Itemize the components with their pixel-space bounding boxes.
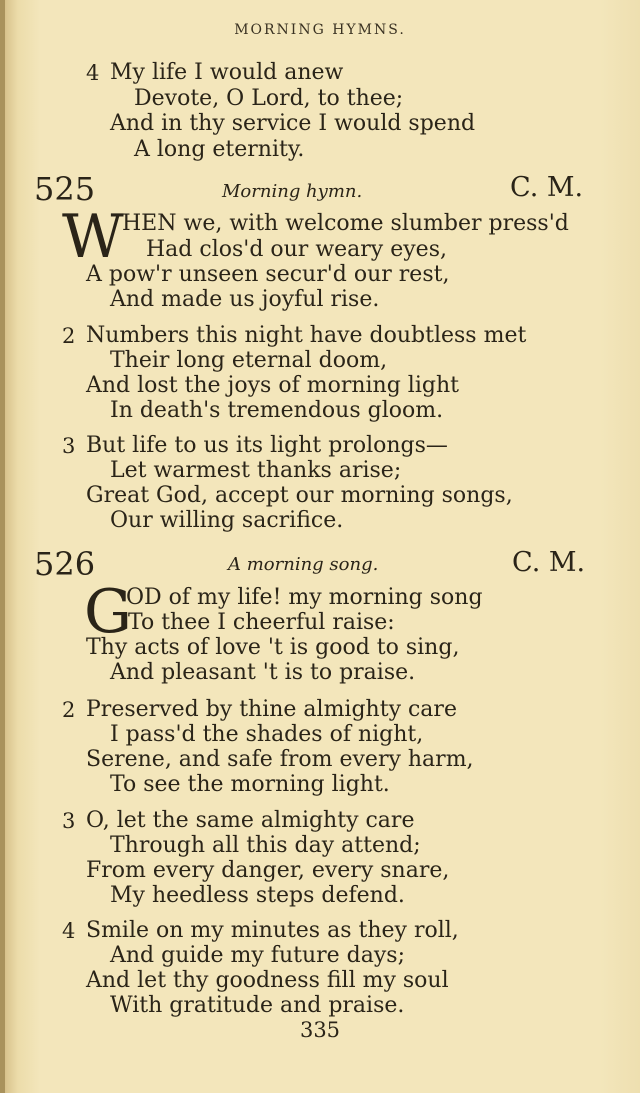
page-spine-shadow [0,0,5,1093]
verse-line: Smile on my minutes as they roll, [86,918,459,943]
verse-line: I pass'd the shades of night, [110,722,424,747]
verse-line: Devote, O Lord, to thee; [134,86,404,111]
hymn-title: A morning song. [228,554,379,575]
running-head: MORNING HYMNS. [234,22,406,38]
verse-line: Let warmest thanks arise; [110,458,402,483]
hymn-meter: C. M. [510,172,584,203]
stanza-number: 4 [86,61,100,85]
verse-line: Serene, and safe from every harm, [86,747,474,772]
hymn-title: Morning hymn. [222,181,363,202]
verse-line: Preserved by thine almighty care [86,697,457,722]
verse-line: Numbers this night have doubtless met [86,323,527,348]
drop-cap: G [84,577,132,647]
verse-line: OD of my life! my morning song [126,585,483,610]
verse-line: A pow'r unseen secur'd our rest, [86,262,450,287]
stanza-number: 4 [62,919,76,943]
verse-line: My heedless steps defend. [110,883,405,908]
hymn-meter: C. M. [512,547,586,578]
verse-line: My life I would anew [110,60,344,85]
verse-line: But life to us its light prolongs— [86,433,448,458]
verse-line: And let thy goodness fill my soul [86,968,449,993]
verse-line: And guide my future days; [110,943,405,968]
stanza-number: 2 [62,324,76,348]
verse-line: Our willing sacrifice. [110,508,344,533]
verse-line: O, let the same almighty care [86,808,415,833]
drop-cap: W [62,202,124,272]
verse-line: A long eternity. [134,137,305,162]
verse-line: And in thy service I would spend [110,111,476,136]
verse-line: And lost the joys of morning light [86,373,459,398]
verse-line: From every danger, every snare, [86,858,450,883]
verse-line: To see the morning light. [110,772,390,797]
verse-line: Great God, accept our morning songs, [86,483,513,508]
verse-line: And made us joyful rise. [110,287,380,312]
verse-line: With gratitude and praise. [110,993,405,1018]
verse-line: Their long eternal doom, [110,348,388,373]
verse-line: HEN we, with welcome slumber press'd [122,211,569,236]
stanza-number: 3 [62,809,76,833]
verse-line: In death's tremendous gloom. [110,398,444,423]
verse-line: Had clos'd our weary eyes, [146,237,447,262]
verse-line: And pleasant 't is to praise. [110,660,416,685]
verse-line: To thee I cheerful raise: [128,610,395,635]
page-number: 335 [299,1018,341,1042]
verse-line: Through all this day attend; [110,833,421,858]
stanza-number: 3 [62,434,76,458]
hymn-number: 526 [34,545,96,583]
verse-line: Thy acts of love 't is good to sing, [86,635,460,660]
stanza-number: 2 [62,698,76,722]
hymn-number: 525 [34,170,96,208]
